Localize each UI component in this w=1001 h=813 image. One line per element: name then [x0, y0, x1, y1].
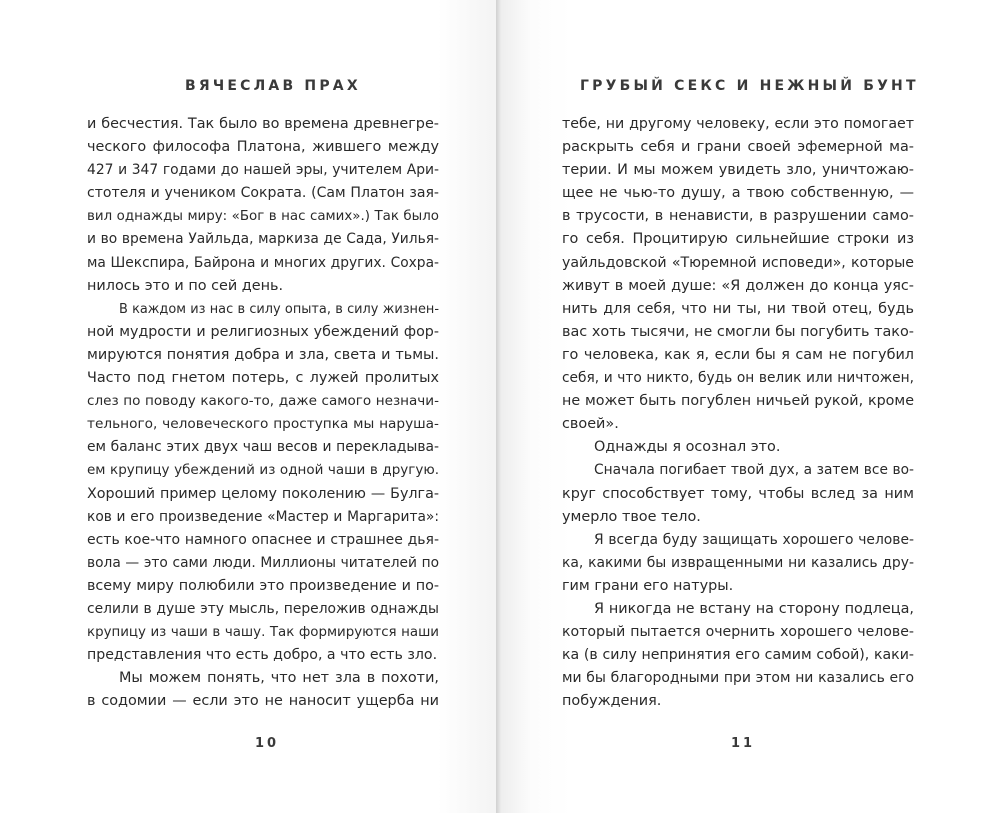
- text-line: мируются понятия добра и зла, света и тьмы.: [87, 346, 439, 363]
- text-line: гим грани его натуры.: [562, 577, 734, 594]
- text-line: раскрыть себя и грани своей эфемерной ма-: [562, 139, 914, 156]
- running-head-title: ГРУБЫЙ СЕКС И НЕЖНЫЙ БУНТ: [580, 78, 919, 94]
- text-line: ка, какими бы извращенными ни казались дру-: [562, 554, 914, 571]
- text-line: ем баланс этих двух чаш весов и перекладыва-: [87, 439, 439, 456]
- text-line: который пытается очернить хорошего челове-: [562, 624, 914, 641]
- text-line: представления что есть добро, а что есть зло.: [87, 647, 438, 664]
- page-number-left: 10: [255, 736, 280, 751]
- text-line: ческого философа Платона, жившего между: [87, 139, 439, 156]
- text-line: нилось это и по сей день.: [87, 277, 284, 294]
- running-head-author: ВЯЧЕСЛАВ ПРАХ: [185, 78, 361, 94]
- text-line: го человека, как я, если бы я сам не погубил: [562, 346, 914, 363]
- text-line: Я всегда буду защищать хорошего челове-: [594, 531, 914, 548]
- text-line: в содомии — если это не наносит ущерба ни: [87, 693, 439, 710]
- text-line: Сначала погибает твой дух, а затем все во-: [594, 462, 914, 479]
- text-line: нить для себя, что ни ты, ни твой отец, будь: [562, 300, 914, 317]
- text-line: в трусости, в ненависти, в разрушении само-: [562, 208, 914, 225]
- text-line: вас хоть тысячи, не смогли бы погубить тако-: [562, 323, 914, 340]
- text-line: стотеля и учеником Сократа. (Сам Платон зая-: [87, 185, 439, 202]
- text-line: Однажды я осознал это.: [594, 439, 781, 456]
- text-line: слез по поводу какого-то, даже самого незначи-: [87, 393, 439, 410]
- text-line: побуждения.: [562, 693, 662, 710]
- text-line: вил однажды миру: «Бог в нас самих».) Так было: [87, 209, 439, 225]
- text-line: 427 и 347 годами до нашей эры, учителем Ари-: [87, 162, 439, 179]
- text-line: Часто под гнетом потерь, с лужей пролитых: [87, 370, 439, 387]
- text-line: терии. И мы можем увидеть зло, уничтожаю-: [562, 162, 914, 179]
- right-page: [501, 0, 1001, 813]
- text-line: Хороший пример целому поколению — Булга-: [87, 485, 439, 502]
- text-line: ми бы благородными при этом ни казались его: [562, 670, 914, 687]
- text-line: ной мудрости и религиозных убеждений фор-: [87, 323, 439, 340]
- text-line: тебе, ни другому человеку, если это помогает: [562, 116, 914, 132]
- text-line: уайльдовской «Тюремной исповеди», которые: [562, 254, 914, 271]
- text-line: умерло твое тело.: [562, 508, 701, 525]
- text-line: ма Шекспира, Байрона и многих других. Сохра-: [87, 254, 439, 271]
- text-line: всему миру полюбили это произведение и по-: [87, 577, 439, 594]
- text-line: своей».: [562, 416, 619, 433]
- text-line: круг способствует тому, чтобы вслед за ним: [562, 485, 914, 502]
- text-line: Я никогда не встану на сторону подлеца,: [594, 600, 914, 617]
- text-line: и во времена Уайльда, маркиза де Сада, Уилья-: [87, 231, 439, 248]
- text-line: Мы можем понять, что нет зла в похоти,: [119, 670, 439, 687]
- text-line: крупицу из чаши в чашу. Так формируются наши: [87, 625, 439, 641]
- text-line: селили в душе эту мысль, переложив однажды: [87, 600, 439, 617]
- text-line: есть кое-что намного опаснее и страшнее дья-: [87, 531, 439, 548]
- text-line: щее не чью-то душу, а твою собственную, —: [562, 185, 914, 202]
- text-line: и бесчестия. Так было во времена древнегре-: [87, 116, 439, 132]
- text-line: себя, и что никто, будь он велик или ничтожен,: [562, 370, 914, 387]
- text-line: вола — это сами люди. Миллионы читателей по: [87, 554, 439, 571]
- text-line: тельного, человеческого проступка мы наруша-: [87, 416, 439, 433]
- left-page: [0, 0, 499, 813]
- right-page-text: [562, 113, 914, 713]
- text-line: ков и его произведение «Мастер и Маргарита»:: [87, 508, 439, 525]
- text-line: В каждом из нас в силу опыта, в силу жизнен-: [119, 301, 439, 317]
- text-line: ем крупицу убеждений из одной чаши в другую.: [87, 462, 439, 479]
- left-page-text: [87, 113, 439, 713]
- text-line: ка (в силу непринятия его самим собой), каки-: [562, 647, 914, 664]
- text-line: го себя. Процитирую сильнейшие строки из: [562, 231, 914, 248]
- page-number-right: 11: [731, 736, 756, 751]
- text-line: не может быть погублен ничьей рукой, кроме: [562, 393, 914, 410]
- text-line: живут в моей душе: «Я должен до конца уяс-: [562, 277, 914, 294]
